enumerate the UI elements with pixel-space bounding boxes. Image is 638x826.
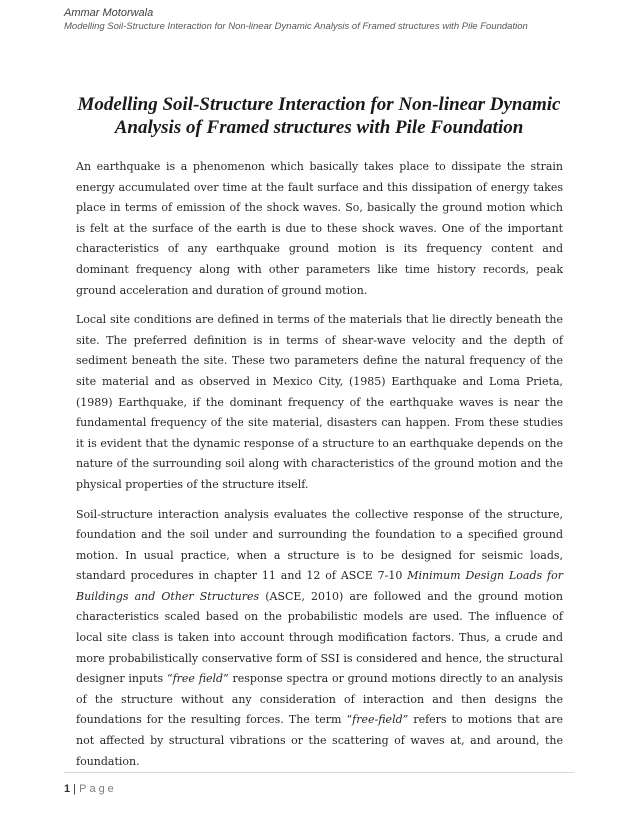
document-title <box>60 93 578 139</box>
title-line-2: Analysis of Framed structures with Pile Foundation <box>114 117 524 138</box>
page-label: Page <box>79 783 117 795</box>
paragraph-3-part-4: refers to motions that are not affected by structural vibrations or the scattering of waves at, and around, the foundation. <box>76 713 564 768</box>
paragraph-3-part-1: Soil-structure interaction analysis evaluates the collective response of the structure, foundation and the soil under and surrounding the foundation to a specified ground motion. In usual practice, when a structure is to be designed for seismic loads, standard procedures in chapter 11 and 12 of ASCE 7-10 <box>76 507 563 583</box>
paragraph-1: An earthquake is a phenomenon which basically takes place to dissipate the strain energy accumulated over time at the fault surface and this dissipation of energy takes place in terms of emission of the shock waves. So, basically the ground motion which is felt at the surface of the earth is due to these shock waves. One of the important characteristics of any earthquake ground motion is its frequency content and dominant frequency along with other parameters like time history records, peak ground acceleration and duration of ground motion. <box>76 160 563 297</box>
document-body <box>76 157 563 781</box>
paragraph-3-italic-free-field-term: free-field” <box>352 713 409 727</box>
paragraph-2: Local site conditions are defined in terms of the materials that lie directly beneath the site. The preferred definition is in terms of shear-wave velocity and the depth of sediment beneath the site. These two parameters define the natural frequency of the site material and as observed in Mexico City, (1985) Earthquake and Loma Prieta, (1989) Earthquake, if the dominant frequency of the earthquake waves is near the fundamental frequency of the site material, disasters can happen. From these studies it is evident that the dynamic response of a structure to an earthquake depends on the nature of the surrounding soil along with characteristics of the ground motion and the physical properties of the structure itself. <box>76 313 563 491</box>
title-line-1: Modelling Soil-Structure Interaction for Non-linear Dynamic <box>77 94 561 115</box>
paragraph-3 <box>76 505 563 773</box>
page-header <box>64 6 584 33</box>
paragraph-3-italic-title: Minimum Design Loads for Buildings and Other Structures <box>76 569 563 603</box>
paragraph-3-italic-free-field: free field <box>172 672 224 686</box>
paragraph-3-part-3: ” response spectra or ground motions directly to an analysis of the structure without any consideration of interaction and then designs the foundations for the resulting forces. The term “ <box>76 672 563 727</box>
header-subtitle: Modelling Soil-Structure Interaction for Non-linear Dynamic Analysis of Framed structures with Pile Foundation <box>64 21 528 32</box>
page-footer <box>64 772 574 797</box>
paragraph-3-part-2: (ASCE, 2010) are followed and the ground motion characteristics scaled based on the probabilistic models are used. The influence of local site class is taken into account through modification factors. Thus, a crude and more probabilistically conservative form of SSI is considered and hence, the structural designer inputs “ <box>76 589 563 686</box>
header-author: Ammar Motorwala <box>64 7 154 19</box>
page-number: 1 <box>64 783 71 795</box>
page-separator: | <box>70 783 80 795</box>
